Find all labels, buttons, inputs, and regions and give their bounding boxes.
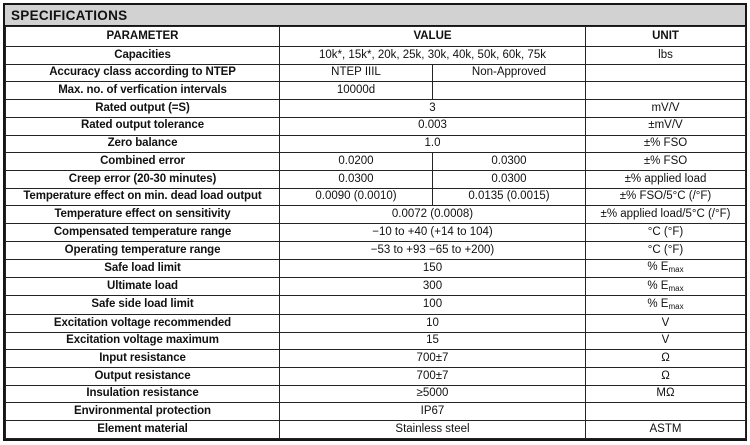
unit-cell: ASTM (586, 421, 746, 439)
parameter-cell: Rated output (=S) (6, 100, 280, 118)
spec-table (5, 26, 746, 439)
parameter-cell: Temperature effect on sensitivity (6, 206, 280, 224)
value-cell-right: 0.0135 (0.0015) (433, 188, 586, 206)
parameter-cell: Element material (6, 421, 280, 439)
value-cell-right: 0.0300 (433, 171, 586, 189)
parameter-cell: Accuracy class according to NTEP (6, 64, 280, 82)
unit-cell (586, 403, 746, 421)
table-row (6, 421, 746, 439)
unit-cell: °C (°F) (586, 224, 746, 242)
unit-cell (586, 64, 746, 82)
unit-cell (586, 82, 746, 100)
value-cell-right: Non-Approved (433, 64, 586, 82)
parameter-cell: Excitation voltage recommended (6, 314, 280, 332)
parameter-cell: Ultimate load (6, 278, 280, 296)
table-row (6, 241, 746, 259)
table-row (6, 117, 746, 135)
unit-cell: V (586, 332, 746, 350)
table-row (6, 153, 746, 171)
unit-cell: ±% FSO (586, 135, 746, 153)
value-cell: IP67 (280, 403, 586, 421)
unit-cell: ±% applied load/5°C (/°F) (586, 206, 746, 224)
table-row (6, 100, 746, 118)
col-header-unit: UNIT (586, 27, 746, 47)
value-cell-left: NTEP IIIL (280, 64, 433, 82)
parameter-cell: Zero balance (6, 135, 280, 153)
table-row (6, 278, 746, 296)
table-row (6, 224, 746, 242)
value-cell: 150 (280, 259, 586, 277)
parameter-cell: Capacities (6, 47, 280, 65)
value-cell: 700±7 (280, 350, 586, 368)
parameter-cell: Output resistance (6, 368, 280, 386)
col-header-value: VALUE (280, 27, 586, 47)
table-title: SPECIFICATIONS (5, 5, 745, 26)
value-cell-right (433, 82, 586, 100)
unit-subscript: max (668, 283, 684, 293)
table-row (6, 314, 746, 332)
parameter-cell: Max. no. of verfication intervals (6, 82, 280, 100)
parameter-cell: Input resistance (6, 350, 280, 368)
value-cell-left: 0.0200 (280, 153, 433, 171)
value-cell: 3 (280, 100, 586, 118)
value-cell: Stainless steel (280, 421, 586, 439)
unit-subscript: max (668, 265, 684, 275)
unit-cell: MΩ (586, 385, 746, 403)
table-row (6, 135, 746, 153)
unit-cell: mV/V (586, 100, 746, 118)
spec-table-body (6, 47, 746, 439)
parameter-cell: Rated output tolerance (6, 117, 280, 135)
value-cell: ≥5000 (280, 385, 586, 403)
value-cell: 0.0072 (0.0008) (280, 206, 586, 224)
unit-cell: % $E_{max}$ (586, 259, 746, 277)
unit-subscript: max (668, 302, 684, 312)
table-row (6, 350, 746, 368)
parameter-cell: Safe load limit (6, 259, 280, 277)
value-cell: 700±7 (280, 368, 586, 386)
value-cell: 300 (280, 278, 586, 296)
unit-cell: lbs (586, 47, 746, 65)
parameter-cell: Safe side load limit (6, 296, 280, 314)
col-header-parameter: PARAMETER (6, 27, 280, 47)
unit-cell: V (586, 314, 746, 332)
value-cell: −53 to +93 −65 to +200) (280, 241, 586, 259)
value-cell: 1.0 (280, 135, 586, 153)
table-row (6, 368, 746, 386)
table-row (6, 171, 746, 189)
table-row (6, 332, 746, 350)
value-cell: 100 (280, 296, 586, 314)
value-cell: 10k*, 15k*, 20k, 25k, 30k, 40k, 50k, 60k, 75k (280, 47, 586, 65)
parameter-cell: Environmental protection (6, 403, 280, 421)
table-row (6, 385, 746, 403)
unit-cell: °C (°F) (586, 241, 746, 259)
parameter-cell: Creep error (20-30 minutes) (6, 171, 280, 189)
value-cell: 0.003 (280, 117, 586, 135)
unit-cell: ±mV/V (586, 117, 746, 135)
unit-cell: % $E_{max}$ (586, 296, 746, 314)
table-row (6, 403, 746, 421)
table-row (6, 47, 746, 65)
value-cell-left: 10000d (280, 82, 433, 100)
parameter-cell: Insulation resistance (6, 385, 280, 403)
parameter-cell: Compensated temperature range (6, 224, 280, 242)
table-row (6, 82, 746, 100)
unit-cell: Ω (586, 350, 746, 368)
value-cell: 10 (280, 314, 586, 332)
parameter-cell: Operating temperature range (6, 241, 280, 259)
value-cell-left: 0.0090 (0.0010) (280, 188, 433, 206)
unit-cell: ±% FSO (586, 153, 746, 171)
unit-cell: % $E_{max}$ (586, 278, 746, 296)
parameter-cell: Excitation voltage maximum (6, 332, 280, 350)
header-row (6, 27, 746, 47)
parameter-cell: Combined error (6, 153, 280, 171)
value-cell: 15 (280, 332, 586, 350)
table-row (6, 188, 746, 206)
table-row (6, 64, 746, 82)
value-cell-left: 0.0300 (280, 171, 433, 189)
unit-cell: ±% applied load (586, 171, 746, 189)
value-cell: −10 to +40 (+14 to 104) (280, 224, 586, 242)
unit-cell: ±% FSO/5°C (/°F) (586, 188, 746, 206)
spec-sheet (3, 3, 747, 441)
table-row (6, 259, 746, 277)
value-cell-right: 0.0300 (433, 153, 586, 171)
parameter-cell: Temperature effect on min. dead load output (6, 188, 280, 206)
unit-cell: Ω (586, 368, 746, 386)
table-row (6, 296, 746, 314)
table-row (6, 206, 746, 224)
